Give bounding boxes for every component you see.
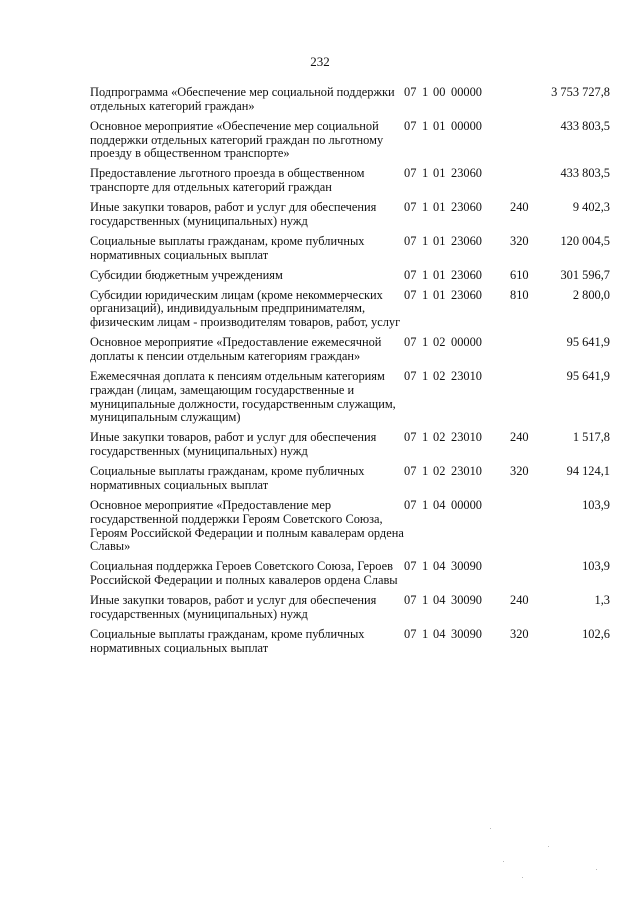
row-amount: 1 517,8 [572,430,610,445]
row-expense-type [510,499,540,560]
table-row [90,431,610,465]
code-part: 00000 [451,497,482,512]
row-code [404,465,510,499]
code-part: 1 [422,200,429,215]
code-part: 23060 [451,166,482,181]
code-part: 07 [404,200,417,215]
row-name: Социальные выплаты гражданам, кроме публичных нормативных социальных выплат [90,626,365,655]
budget-table [90,86,610,662]
code-part: 1 [422,118,429,133]
code-part: 23060 [451,267,482,282]
row-expense-type [510,336,540,370]
row-amount: 103,9 [582,497,610,512]
row-expense-type: 320 [510,626,529,641]
code-part: 1 [422,430,429,445]
row-name: Социальные выплаты гражданам, кроме публичных нормативных социальных выплат [90,233,365,262]
row-expense-type: 240 [510,593,529,608]
row-expense-type [510,167,540,201]
code-part: 1 [422,166,429,181]
row-name: Субсидии юридическим лицам (кроме некоммерческих организаций), индивидуальным предпринимателям, физическим лицам - производителям товаров, работ, услуг [90,287,401,330]
code-part: 02 [433,464,446,479]
table-row [90,86,610,120]
row-code [404,289,510,337]
row-expense-type: 610 [510,267,529,282]
code-part: 1 [422,287,429,302]
table-row [90,628,610,662]
budget-table-body [90,86,610,662]
table-row [90,167,610,201]
code-part: 00000 [451,335,482,350]
code-part: 00 [433,85,446,99]
code-part: 07 [404,267,417,282]
row-code [404,499,510,560]
row-expense-type: 810 [510,287,529,302]
row-expense-type: 320 [510,233,529,248]
code-part: 04 [433,593,446,608]
code-part: 1 [422,335,429,350]
code-part: 23010 [451,464,482,479]
code-part: 1 [422,593,429,608]
row-code [404,628,510,662]
row-code [404,201,510,235]
code-part: 07 [404,593,417,608]
row-amount: 102,6 [582,626,610,641]
row-code [404,336,510,370]
row-name: Основное мероприятие «Предоставление ежемесячной доплаты к пенсии отдельным категориям граждан» [90,335,382,364]
code-part: 07 [404,166,417,181]
row-name: Иные закупки товаров, работ и услуг для обеспечения государственных (муниципальных) нужд [90,200,377,228]
row-code [404,594,510,628]
code-part: 01 [433,233,446,248]
row-amount: 433 803,5 [560,118,610,133]
row-code [404,235,510,269]
table-row [90,465,610,499]
scan-artifact [522,877,523,878]
code-part: 1 [422,497,429,512]
code-part: 00000 [451,85,482,99]
code-part: 07 [404,233,417,248]
code-part: 07 [404,559,417,574]
code-part: 02 [433,430,446,445]
code-part: 07 [404,497,417,512]
row-name: Иные закупки товаров, работ и услуг для обеспечения государственных (муниципальных) нужд [90,593,377,621]
code-part: 02 [433,335,446,350]
row-name: Субсидии бюджетным учреждениям [90,267,283,282]
row-amount: 433 803,5 [560,166,610,181]
code-part: 01 [433,118,446,133]
code-part: 01 [433,287,446,302]
row-name: Социальная поддержка Героев Советского Союза, Героев Российской Федерации и полных кавалеров ордена Славы [90,559,398,588]
code-part: 04 [433,497,446,512]
row-code [404,167,510,201]
code-part: 04 [433,626,446,641]
code-part: 07 [404,430,417,445]
code-part: 30090 [451,559,482,574]
row-amount: 2 800,0 [572,287,610,302]
row-name: Подпрограмма «Обеспечение мер социальной поддержки отдельных категорий граждан» [90,85,395,113]
code-part: 07 [404,626,417,641]
row-amount: 9 402,3 [572,200,610,215]
code-part: 07 [404,335,417,350]
row-code [404,269,510,289]
row-expense-type [510,370,540,431]
row-code [404,431,510,465]
code-part: 30090 [451,593,482,608]
row-amount: 3 753 727,8 [551,85,610,99]
code-part: 30090 [451,626,482,641]
row-name: Основное мероприятие «Обеспечение мер социальной поддержки отдельных категорий граждан по льготному проезду в общественном транспорте» [90,118,384,161]
table-row [90,560,610,594]
code-part: 1 [422,626,429,641]
scan-artifact [596,869,597,870]
row-code [404,560,510,594]
row-expense-type: 320 [510,464,529,479]
row-expense-type: 240 [510,200,529,215]
row-amount: 120 004,5 [560,233,610,248]
code-part: 1 [422,267,429,282]
scan-artifact [490,828,491,829]
scan-artifact [548,846,549,847]
row-code [404,86,510,120]
row-amount: 103,9 [582,559,610,574]
table-row [90,289,610,337]
code-part: 04 [433,559,446,574]
table-row [90,336,610,370]
row-code [404,120,510,168]
row-name: Иные закупки товаров, работ и услуг для обеспечения государственных (муниципальных) нужд [90,430,377,459]
row-code [404,370,510,431]
row-expense-type [510,86,540,120]
code-part: 07 [404,118,417,133]
scan-artifact [503,861,504,862]
code-part: 00000 [451,118,482,133]
row-expense-type [510,560,540,594]
table-row [90,269,610,289]
code-part: 07 [404,287,417,302]
code-part: 07 [404,85,417,99]
code-part: 01 [433,267,446,282]
code-part: 23060 [451,287,482,302]
page-number: 232 [310,54,330,69]
code-part: 23010 [451,369,482,384]
code-part: 23060 [451,200,482,215]
code-part: 02 [433,369,446,384]
code-part: 23060 [451,233,482,248]
code-part: 07 [404,464,417,479]
table-row [90,201,610,235]
row-name: Ежемесячная доплата к пенсиям отдельным категориям граждан (лицам, замещающим государственные и муниципальные должности, государственным служащим, муниципальным служащим) [90,369,396,425]
row-amount: 94 124,1 [566,464,610,479]
row-name: Предоставление льготного проезда в общественном транспорте для отдельных категорий граждан [90,166,365,195]
table-row [90,120,610,168]
table-row [90,594,610,628]
code-part: 1 [422,369,429,384]
code-part: 01 [433,200,446,215]
code-part: 1 [422,559,429,574]
code-part: 07 [404,369,417,384]
code-part: 1 [422,233,429,248]
row-amount: 95 641,9 [566,369,610,384]
table-row [90,235,610,269]
row-expense-type: 240 [510,430,529,445]
code-part: 01 [433,166,446,181]
row-amount: 1,3 [594,593,610,608]
row-name: Основное мероприятие «Предоставление мер государственной поддержки Героям Советского Союза, Героям Российской Федерации и полным кавалерам ордена Славы» [90,497,404,554]
row-name: Социальные выплаты гражданам, кроме публичных нормативных социальных выплат [90,464,365,492]
table-row [90,370,610,431]
code-part: 1 [422,85,429,99]
row-expense-type [510,120,540,168]
table-row [90,499,610,560]
code-part: 1 [422,464,429,479]
row-amount: 95 641,9 [566,335,610,350]
code-part: 23010 [451,430,482,445]
row-amount: 301 596,7 [560,267,610,282]
